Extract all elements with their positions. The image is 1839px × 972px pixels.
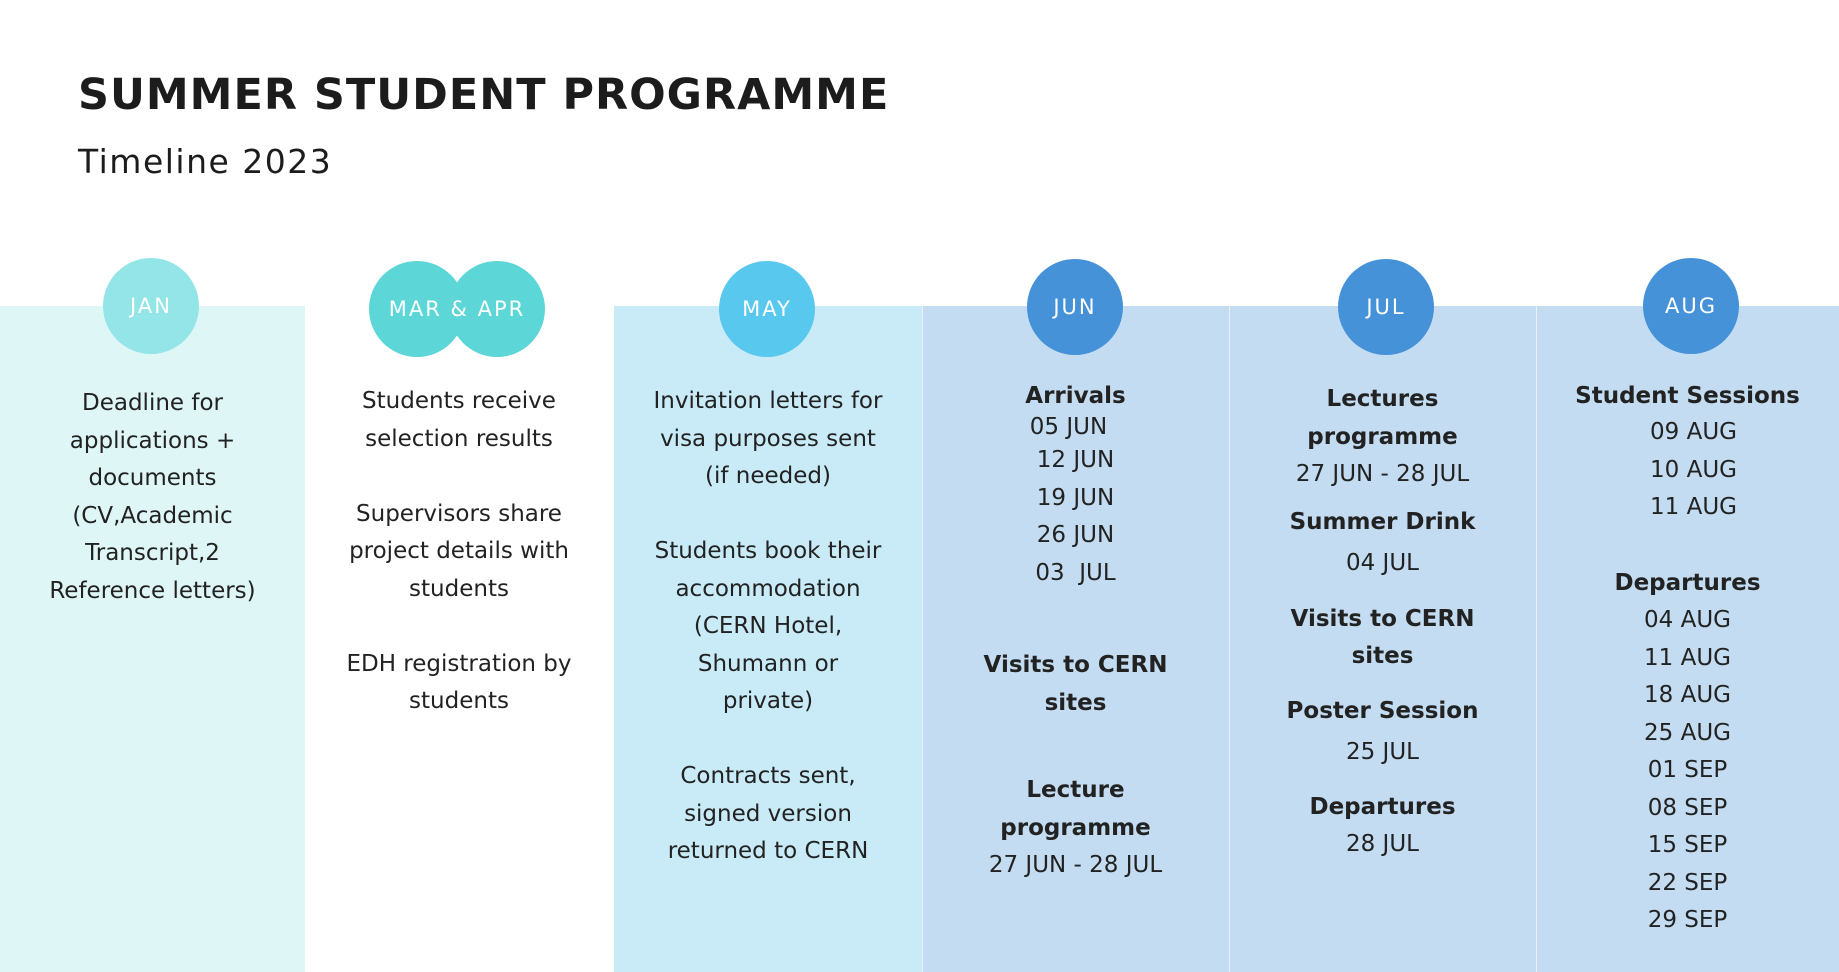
spacer: [1229, 676, 1536, 693]
text-line: Supervisors share: [356, 500, 562, 527]
date-line: 04 JUL: [1345, 550, 1419, 576]
text-line: (if needed): [705, 463, 831, 489]
month-badge-aug: AUG: [1643, 258, 1739, 354]
spacer: [305, 608, 613, 646]
visits-heading: Visits to CERN: [1290, 605, 1475, 632]
text-line: Shumann or: [697, 650, 839, 677]
spacer: [305, 458, 613, 496]
text-line: applications +: [69, 427, 236, 454]
date-line: 25 JUL: [1345, 739, 1419, 765]
lecture-heading: Lecture: [1026, 777, 1125, 803]
date-line: 29 SEP: [1647, 907, 1728, 933]
date-line: 28 JUL: [1345, 831, 1419, 857]
text-line: Contracts sent,: [680, 763, 856, 789]
date-line: 25 AUG: [1644, 719, 1731, 746]
lecture-heading-cont: programme: [1000, 814, 1151, 841]
month-label: MAR & APR: [388, 297, 526, 321]
month-badge-mar-apr: [369, 261, 545, 357]
date-line: 08 SEP: [1647, 794, 1728, 821]
text-line: (CERN Hotel,: [693, 613, 843, 639]
departures-heading: Departures: [1614, 569, 1761, 596]
mar-apr-description: [305, 383, 613, 721]
date-line: 03 JUL: [1035, 559, 1116, 586]
page-subtitle: Timeline 2023: [78, 142, 333, 181]
sessions-heading: Student Sessions: [1575, 383, 1800, 409]
date-line: 05 JUN: [1029, 414, 1108, 440]
visits-heading: Visits to CERN: [983, 652, 1168, 678]
text-line: EDH registration by: [346, 650, 572, 677]
date-line: 27 JUN - 28 JUL: [988, 852, 1163, 878]
spacer: [1229, 494, 1536, 504]
text-line: signed version: [684, 800, 852, 827]
text-line: private): [722, 688, 814, 714]
date-line: 11 AUG: [1650, 494, 1737, 520]
column-divider: [922, 306, 923, 972]
date-line: 15 SEP: [1647, 832, 1728, 858]
date-line: 19 JUN: [1036, 484, 1115, 511]
column-divider: [1229, 306, 1230, 972]
date-line: 22 SEP: [1647, 869, 1728, 896]
text-line: Students book their: [654, 538, 882, 564]
arrivals-heading-text: Arrivals: [1025, 383, 1126, 409]
month-badge-jul: JUL: [1338, 259, 1434, 355]
date-line: 12 JUN: [1036, 447, 1115, 473]
date-line: 10 AUG: [1650, 456, 1737, 483]
spacer: [1536, 527, 1839, 565]
jul-description: [1229, 381, 1536, 864]
date-line: 04 AUG: [1644, 607, 1731, 633]
text-line: students: [409, 575, 509, 602]
text-line: (CV,Academic: [72, 502, 233, 529]
text-line: Students receive: [362, 388, 556, 414]
lectures-heading-cont: programme: [1307, 423, 1458, 450]
date-line: 18 AUG: [1644, 682, 1731, 708]
visits-heading-cont: sites: [1044, 689, 1107, 716]
spacer: [614, 721, 922, 759]
spacer: [922, 592, 1229, 647]
aug-description: [1536, 378, 1839, 940]
date-line: 09 AUG: [1650, 419, 1737, 445]
spacer: [1229, 583, 1536, 601]
text-line: visa purposes sent: [660, 425, 876, 452]
spacer: [922, 722, 1229, 772]
spacer: [1229, 772, 1536, 789]
text-line: project details with: [349, 538, 569, 564]
may-description: [614, 383, 922, 871]
poster-heading: Poster Session: [1286, 697, 1479, 724]
text-line: selection results: [365, 425, 553, 452]
text-line: accommodation: [675, 575, 861, 602]
text-line: Invitation letters for: [653, 388, 883, 414]
text-line: Deadline for: [82, 390, 223, 416]
date-line: 26 JUN: [1036, 522, 1115, 548]
departures-heading: Departures: [1309, 793, 1456, 820]
page-title: SUMMER STUDENT PROGRAMME: [78, 70, 890, 120]
jan-description: [0, 385, 305, 610]
month-badge-jan: JAN: [103, 258, 199, 354]
text-line: Transcript,2: [85, 540, 220, 566]
month-badge-may: MAY: [719, 261, 815, 357]
text-line: documents: [88, 465, 217, 491]
visits-heading-cont: sites: [1351, 643, 1414, 669]
date-line: 01 SEP: [1647, 757, 1728, 783]
arrivals-heading: [922, 380, 1229, 412]
date-line: 11 AUG: [1644, 644, 1731, 671]
text-line: students: [409, 688, 509, 714]
jun-description: [922, 380, 1229, 885]
lectures-heading: Lectures: [1326, 386, 1439, 412]
text-line: Reference letters): [49, 577, 256, 604]
drink-heading: Summer Drink: [1289, 508, 1476, 535]
spacer: [614, 496, 922, 534]
month-badge-jun: JUN: [1027, 259, 1123, 355]
column-divider: [1536, 306, 1537, 972]
date-line: 27 JUN - 28 JUL: [1295, 461, 1470, 487]
text-line: returned to CERN: [667, 838, 869, 864]
